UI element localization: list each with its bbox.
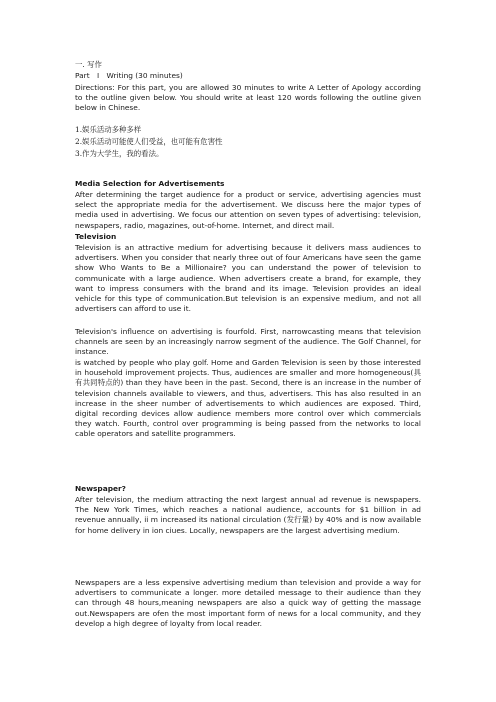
article-title: Media Selection for Advertisements [75, 179, 225, 188]
directions-text: Directions: For this part, you are allowed 30 minutes to write A Letter of Apology according to the outline given below. You should write at least 120 words following the outline given below in Chinese. [75, 83, 421, 113]
section-header: 一. 写作 [75, 60, 102, 69]
television-heading: Television [75, 232, 117, 241]
newspaper-paragraph-1: After television, the medium attracting the next largest annual ad revenue is newspapers. The New York Times, which reaches a national audience, accounts for $1 billion in ad revenue annually, ii m increased its national circulation (发行量) by 40% and is now available for home delivery in ion ciues. Locally, newspapers are the largest advertising medium. [75, 495, 421, 535]
television-paragraph-1: Television is an attractive medium for advertising because it delivers mass audiences to advertisers. When you consider that nearly three out of four Americans have seen the game show Who Wants to Be a Millionaire? you can understand the power of television to communicate with a large audience. When advertisers create a brand, for example, they want to impress consumers with the brand and its image. Television provides an ideal vehicle for this type of communication.But television is an expensive medium, and not all advertisers can afford to use it. [75, 243, 421, 314]
television-paragraph-3: is watched by people who play golf. Home and Garden Television is seen by those interested in household improvement projects. Thus, audiences are smaller and more homogeneous(具有共同特点的) than they have been in the past. Second, there is an increase in the number of television channels available to viewers, and thus, advertisers. This has also resulted in an increase in the sheer number of advertisements to which audiences are exposed. Third, digital recording devices allow audience members more control over which commercials they watch. Fourth, control over programming is being passed from the networks to local cable operators and satellite programmers. [75, 358, 421, 439]
outline-item-2: 2.娱乐活动可能使人们受益，也可能有危害性 [75, 137, 223, 146]
television-paragraph-2: Television's influence on advertising is fourfold. First, narrowcasting means that television channels are seen by an increasingly narrow segment of the audience. The Golf Channel, for instance. [75, 327, 421, 357]
article-intro: After determining the target audience for a product or service, advertising agencies must select the appropriate media for the advertisement. We discuss here the major types of media used in advertising. We focus our attention on seven types of advertising: television, newspapers, radio, magazines, out-of-home. Internet, and direct mail. [75, 190, 421, 230]
newspaper-heading: Newspaper? [75, 484, 126, 493]
outline-item-1: 1.娱乐活动多种多样 [75, 125, 142, 134]
outline-item-3: 3.作为大学生，我的看法。 [75, 149, 164, 158]
newspaper-paragraph-2: Newspapers are a less expensive advertising medium than television and provide a way for advertisers to communicate a longer. more detailed message to their audience than they can through 48 hours,meaning newspapers are also a quick way of getting the massage out.Newspapers are ofen the most important form of news for a local community, and they develop a high degree of loyalty from local reader. [75, 578, 421, 628]
part-title: Part Ⅰ Writing (30 minutes) [75, 71, 183, 80]
